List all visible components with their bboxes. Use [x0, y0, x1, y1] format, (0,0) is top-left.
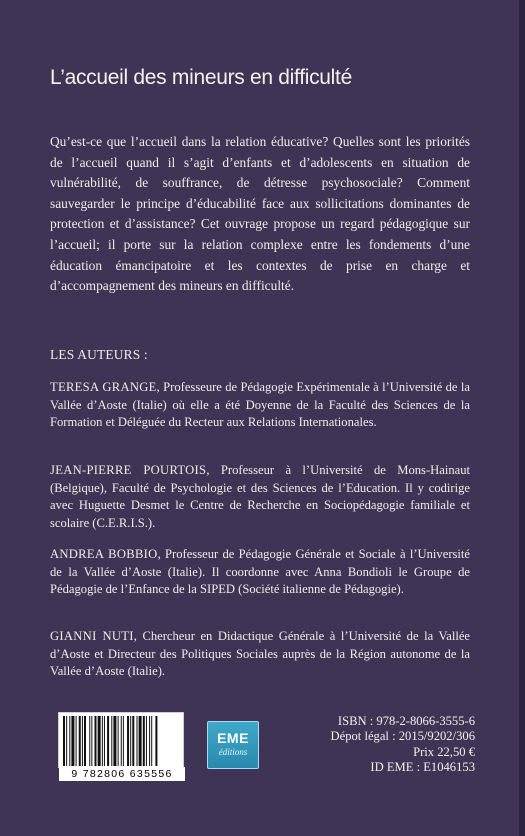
depot-legal: Dépot légal : 2015/9202/306 [330, 729, 475, 744]
price: Prix 22,50 € [413, 744, 475, 759]
author-name: JEAN-PIERRE POURTOIS [50, 463, 207, 477]
author-name: TERESA GRANGE [50, 380, 157, 394]
author-bio: , Chercheur en Didactique Générale à l’Université de la Vallée d’Aoste et Directeur des Politiques Sociales auprès de la Région autonome de la Vallée d’Aoste (Italie). [50, 629, 470, 679]
author-name: ANDREA BOBBIO [50, 547, 158, 561]
book-summary: Qu’est-ce que l’accueil dans la relation éducative? Quelles sont les priorités de l’accueil quand il s’agit d’enfants et d’adolescents en situation de vulnérabilité, de souffrance, de détresse psychosociale? Comment sauvegarder le principe d’éducabilité face aux sollicitations dominantes de protection et d’assistance? Cet ouvrage propose un regard pédagogique sur l’accueil; il porte sur la relation complexe entre les fondements d’une éducation émancipatoire et les contextes de prise en charge et d’accompagnement des mineurs en difficulté. [50, 134, 470, 294]
publisher-logo [207, 721, 259, 769]
book-title: L’accueil des mineurs en difficulté [50, 66, 352, 89]
author-bio: , Professeure de Pédagogie Expérimentale à l’Université de la Vallée d’Aoste (Italie) où elle a été Doyenne de la Faculté des Sciences de la Formation et Déléguée du Recteur aux Relations Internationales. [50, 380, 470, 430]
author-entry-nuti [50, 628, 470, 681]
isbn: ISBN : 978-2-8066-3555-6 [337, 714, 475, 728]
authors-heading: LES AUTEURS : [50, 347, 148, 362]
author-bio: , Professeur à l’Université de Mons-Hainaut (Belgique), Faculté de Psychologie et des Sciences de l’Education. Il y codirige avec Huguette Desmet le Centre de Recherche en Sociopédagogie familiale et scolaire (C.E.R.I.S.). [50, 463, 471, 530]
author-bio: , Professeur de Pédagogie Générale et Sociale à l’Université de la Vallée d’Aoste (Italie). Il coordonne avec Anna Bondioli le Groupe de Pédagogie de l’Enfance de la SIPED (Société italienne de Pédagogie). [50, 547, 470, 597]
book-spine-edge [519, 0, 525, 836]
publisher-logo-main: EME [217, 730, 249, 746]
author-entry-pourtois [50, 462, 470, 532]
author-entry-grange [50, 379, 470, 432]
publisher-logo-sub: éditions [218, 747, 248, 757]
author-name: GIANNI NUTI [50, 629, 134, 643]
author-entry-bobbio [50, 546, 470, 599]
barcode-bars [63, 716, 179, 766]
barcode-number: 9 782806 635556 [59, 767, 185, 781]
barcode [58, 712, 184, 780]
publication-info [331, 714, 475, 775]
id-eme: ID EME : E1046153 [370, 759, 475, 774]
